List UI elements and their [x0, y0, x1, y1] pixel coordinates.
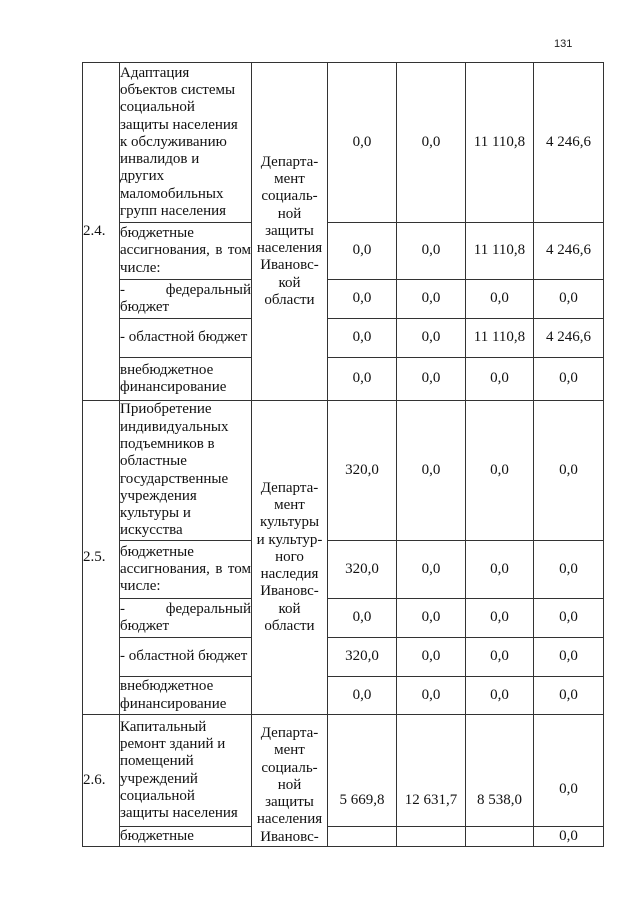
table-row [83, 541, 604, 599]
funding-source-label: бюджетные ассигнования, в том числе: [120, 541, 252, 599]
page-number: 131 [554, 38, 573, 50]
amount-cell: 0,0 [397, 599, 466, 638]
funding-source-label: - областной бюджет [120, 638, 252, 677]
item-number: 2.6. [83, 715, 120, 847]
table-row [83, 223, 604, 280]
amount-cell: 11 110,8 [466, 63, 534, 223]
amount-cell [466, 827, 534, 847]
funding-source-label: - федеральный бюджет [120, 599, 252, 638]
amount-cell: 0,0 [397, 63, 466, 223]
amount-cell: 5 669,8 [328, 715, 397, 827]
amount-cell: 0,0 [466, 638, 534, 677]
amount-cell: 0,0 [397, 358, 466, 401]
amount-cell: 4 246,6 [534, 223, 604, 280]
item-title: Адаптация объектов системы социальной защиты населения к обслуживанию инвалидов и других маломобильных групп населения [120, 63, 252, 223]
amount-cell: 0,0 [466, 280, 534, 319]
table-section [83, 63, 604, 401]
table-row [83, 401, 604, 541]
amount-cell: 0,0 [534, 599, 604, 638]
item-title: Приобретение индивидуальных подъемников в областные государственные учреждения культуры и искусства [120, 401, 252, 541]
amount-cell: 0,0 [466, 599, 534, 638]
responsible-department: Департа- мент культуры и культур- ного наследия Ивановс- кой области [252, 401, 328, 715]
amount-cell: 0,0 [397, 541, 466, 599]
amount-cell: 0,0 [397, 319, 466, 358]
amount-cell: 0,0 [397, 401, 466, 541]
amount-cell: 0,0 [397, 223, 466, 280]
table-row [83, 358, 604, 401]
responsible-department: Департа- мент социаль- ной защиты населения Ивановс- [252, 715, 328, 847]
amount-cell: 0,0 [534, 715, 604, 827]
funding-source-label: внебюджетное финансирование [120, 358, 252, 401]
table-row [83, 715, 604, 827]
amount-cell: 4 246,6 [534, 63, 604, 223]
amount-cell: 0,0 [328, 599, 397, 638]
amount-cell [397, 827, 466, 847]
funding-source-label: - областной бюджет [120, 319, 252, 358]
funding-source-label: бюджетные [120, 827, 252, 847]
amount-cell: 4 246,6 [534, 319, 604, 358]
amount-cell: 0,0 [534, 541, 604, 599]
table-row [83, 280, 604, 319]
amount-cell: 0,0 [328, 223, 397, 280]
funding-source-label: внебюджетное финансирование [120, 677, 252, 715]
amount-cell: 0,0 [397, 280, 466, 319]
amount-cell: 0,0 [534, 638, 604, 677]
amount-cell: 11 110,8 [466, 223, 534, 280]
amount-cell: 0,0 [328, 319, 397, 358]
amount-cell: 8 538,0 [466, 715, 534, 827]
table-row [83, 827, 604, 847]
table-section [83, 401, 604, 715]
table-row [83, 677, 604, 715]
amount-cell: 12 631,7 [397, 715, 466, 827]
amount-cell: 0,0 [466, 677, 534, 715]
amount-cell [328, 827, 397, 847]
amount-cell: 320,0 [328, 541, 397, 599]
amount-cell: 0,0 [397, 677, 466, 715]
table-row [83, 638, 604, 677]
funding-source-label: - федеральный бюджет [120, 280, 252, 319]
amount-cell: 0,0 [534, 280, 604, 319]
amount-cell: 0,0 [534, 358, 604, 401]
amount-cell: 0,0 [534, 827, 604, 847]
amount-cell: 0,0 [328, 358, 397, 401]
amount-cell: 0,0 [328, 63, 397, 223]
program-activities-table [82, 62, 604, 847]
amount-cell: 0,0 [534, 401, 604, 541]
amount-cell: 0,0 [534, 677, 604, 715]
item-number: 2.5. [83, 401, 120, 715]
amount-cell: 0,0 [397, 638, 466, 677]
amount-cell: 320,0 [328, 638, 397, 677]
amount-cell: 0,0 [328, 280, 397, 319]
table-row [83, 63, 604, 223]
amount-cell: 0,0 [466, 541, 534, 599]
table-row [83, 599, 604, 638]
amount-cell: 0,0 [328, 677, 397, 715]
amount-cell: 11 110,8 [466, 319, 534, 358]
responsible-department: Департа- мент социаль- ной защиты населения Ивановс- кой области [252, 63, 328, 401]
amount-cell: 320,0 [328, 401, 397, 541]
table-row [83, 319, 604, 358]
amount-cell: 0,0 [466, 401, 534, 541]
table-section [83, 715, 604, 847]
amount-cell: 0,0 [466, 358, 534, 401]
item-number: 2.4. [83, 63, 120, 401]
funding-source-label: бюджетные ассигнования, в том числе: [120, 223, 252, 280]
item-title: Капитальный ремонт зданий и помещений учреждений социальной защиты населения [120, 715, 252, 827]
